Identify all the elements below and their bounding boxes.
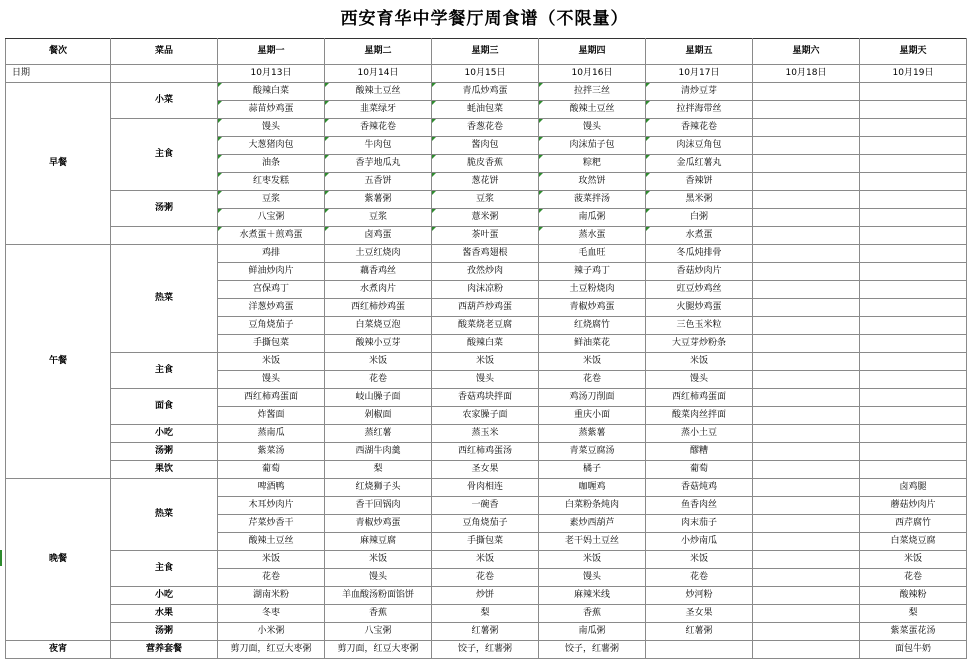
- dish-cell[interactable]: 香辣花卷: [325, 119, 432, 137]
- dish-cell[interactable]: 水煮肉片: [325, 281, 432, 299]
- menu-row: [6, 641, 967, 659]
- dish-cell[interactable]: 岐山臊子面: [325, 389, 432, 407]
- category-label-cell: 主食: [111, 119, 218, 191]
- dish-cell[interactable]: [860, 191, 967, 209]
- dish-cell[interactable]: [753, 335, 860, 353]
- dish-cell[interactable]: 洋葱炒鸡蛋: [218, 299, 325, 317]
- dish-cell[interactable]: 小炒南瓜: [646, 533, 753, 551]
- date-cell: 10月14日: [325, 65, 432, 83]
- dish-cell[interactable]: 白菜烧豆腐: [860, 533, 967, 551]
- dish-cell[interactable]: 豆浆: [432, 191, 539, 209]
- dish-cell[interactable]: 梨: [325, 461, 432, 479]
- dish-cell[interactable]: 水煮蛋＋煎鸡蛋: [218, 227, 325, 245]
- category-label-cell: 汤粥: [111, 623, 218, 641]
- dish-cell[interactable]: 鸡汤刀削面: [539, 389, 646, 407]
- dish-cell[interactable]: 金瓜红薯丸: [646, 155, 753, 173]
- dish-cell[interactable]: [753, 299, 860, 317]
- dish-cell[interactable]: 炒河粉: [646, 587, 753, 605]
- header-day-cell: 星期四: [539, 39, 646, 65]
- dish-cell[interactable]: 蒸红薯: [325, 425, 432, 443]
- dish-cell[interactable]: [860, 227, 967, 245]
- dish-cell[interactable]: 面包牛奶: [860, 641, 967, 659]
- dish-cell[interactable]: 饺子，红薯粥: [539, 641, 646, 659]
- dish-cell[interactable]: [860, 263, 967, 281]
- dish-cell[interactable]: 紫菜汤: [218, 443, 325, 461]
- dish-cell[interactable]: 馒头: [218, 371, 325, 389]
- dish-cell[interactable]: [860, 101, 967, 119]
- dish-cell[interactable]: 香菇炖鸡: [646, 479, 753, 497]
- dish-cell[interactable]: 三色玉米粒: [646, 317, 753, 335]
- category-label-cell: 水果: [111, 605, 218, 623]
- category-label-cell: 主食: [111, 353, 218, 389]
- dish-cell[interactable]: 青菜豆腐汤: [539, 443, 646, 461]
- dish-cell[interactable]: 香辣饼: [646, 173, 753, 191]
- dish-cell[interactable]: 白菜粉条炖肉: [539, 497, 646, 515]
- dish-cell[interactable]: 韭菜绿牙: [325, 101, 432, 119]
- dish-cell[interactable]: [860, 299, 967, 317]
- dish-cell[interactable]: 圣女果: [432, 461, 539, 479]
- dish-cell[interactable]: [753, 191, 860, 209]
- dish-cell[interactable]: [753, 281, 860, 299]
- dish-cell[interactable]: [753, 371, 860, 389]
- dish-cell[interactable]: [753, 605, 860, 623]
- row-selection-marker: [0, 550, 2, 566]
- dish-cell[interactable]: 葡萄: [646, 461, 753, 479]
- dish-cell[interactable]: [753, 101, 860, 119]
- dish-cell[interactable]: 豆浆: [325, 209, 432, 227]
- dish-cell[interactable]: 西芹腐竹: [860, 515, 967, 533]
- header-day-cell: 星期五: [646, 39, 753, 65]
- dish-cell[interactable]: 红薯粥: [432, 623, 539, 641]
- meal-label-cell: 晚餐: [6, 479, 111, 641]
- dish-cell[interactable]: 麻辣米线: [539, 587, 646, 605]
- page-title: 西安育华中学餐厅周食谱（不限量）: [340, 9, 629, 29]
- dish-cell[interactable]: 米饭: [325, 353, 432, 371]
- date-label-cell: 日期: [6, 65, 111, 83]
- dish-cell[interactable]: 油条: [218, 155, 325, 173]
- dish-cell[interactable]: [646, 641, 753, 659]
- dish-cell[interactable]: 蘑菇炒肉片: [860, 497, 967, 515]
- dish-cell[interactable]: 拉拌海带丝: [646, 101, 753, 119]
- dish-cell[interactable]: 酸辣土豆丝: [539, 101, 646, 119]
- dish-cell[interactable]: 葱花饼: [432, 173, 539, 191]
- menu-row: [6, 587, 967, 605]
- dish-cell[interactable]: [753, 425, 860, 443]
- dish-cell[interactable]: 香菇炒肉片: [646, 263, 753, 281]
- dish-cell[interactable]: 酸辣小豆芽: [325, 335, 432, 353]
- header-category-cell: 菜品: [111, 39, 218, 65]
- dish-cell[interactable]: [753, 317, 860, 335]
- dish-cell[interactable]: 牛肉包: [325, 137, 432, 155]
- header-day-cell: 星期六: [753, 39, 860, 65]
- dish-cell[interactable]: 米饭: [432, 551, 539, 569]
- dish-cell[interactable]: 花卷: [539, 371, 646, 389]
- dish-cell[interactable]: 米饭: [432, 353, 539, 371]
- dish-cell[interactable]: 鲜油菜花: [539, 335, 646, 353]
- dish-cell[interactable]: 香蕉: [325, 605, 432, 623]
- dish-cell[interactable]: 西湖牛肉羹: [325, 443, 432, 461]
- dish-cell[interactable]: 馒头: [646, 371, 753, 389]
- dish-cell[interactable]: 大葱猪肉包: [218, 137, 325, 155]
- dish-cell[interactable]: [753, 551, 860, 569]
- menu-row: [6, 353, 967, 371]
- dish-cell[interactable]: 毛血旺: [539, 245, 646, 263]
- dish-cell[interactable]: 鸡排: [218, 245, 325, 263]
- dish-cell[interactable]: 米饭: [539, 353, 646, 371]
- dish-cell[interactable]: 豆角烧茄子: [218, 317, 325, 335]
- dish-cell[interactable]: 炒饼: [432, 587, 539, 605]
- dish-cell[interactable]: [860, 461, 967, 479]
- menu-row: [6, 389, 967, 407]
- dish-cell[interactable]: 酸辣白菜: [432, 335, 539, 353]
- dish-cell[interactable]: 农家臊子面: [432, 407, 539, 425]
- category-label-cell: 小菜: [111, 83, 218, 119]
- dish-cell[interactable]: 豇豆炒鸡丝: [646, 281, 753, 299]
- dish-cell[interactable]: 冬瓜炖排骨: [646, 245, 753, 263]
- dish-cell[interactable]: 鲜油炒肉片: [218, 263, 325, 281]
- dish-cell[interactable]: 冬枣: [218, 605, 325, 623]
- empty-cell: [111, 65, 218, 83]
- dish-cell[interactable]: 卤鸡腿: [860, 479, 967, 497]
- dish-cell[interactable]: 啤酒鸭: [218, 479, 325, 497]
- dish-cell[interactable]: [753, 155, 860, 173]
- dish-cell[interactable]: 花卷: [860, 569, 967, 587]
- dish-cell[interactable]: 白菜烧豆泡: [325, 317, 432, 335]
- dish-cell[interactable]: [753, 173, 860, 191]
- dish-cell[interactable]: 鱼香肉丝: [646, 497, 753, 515]
- dish-cell[interactable]: 剪刀面，红豆大枣粥: [218, 641, 325, 659]
- dish-cell[interactable]: [753, 569, 860, 587]
- category-label-cell: 营养套餐: [111, 641, 218, 659]
- dish-cell[interactable]: 孜然炒肉: [432, 263, 539, 281]
- dish-cell[interactable]: 馒头: [325, 569, 432, 587]
- menu-row: [6, 551, 967, 569]
- dish-cell[interactable]: 炸酱面: [218, 407, 325, 425]
- date-cell: 10月18日: [753, 65, 860, 83]
- date-row: [6, 65, 967, 83]
- header-meal-cell: 餐次: [6, 39, 111, 65]
- dish-cell[interactable]: 南瓜粥: [539, 623, 646, 641]
- dish-cell[interactable]: 酱肉包: [432, 137, 539, 155]
- menu-row: [6, 461, 967, 479]
- dish-cell[interactable]: 香干回锅肉: [325, 497, 432, 515]
- category-label-cell: 热菜: [111, 245, 218, 353]
- menu-row: [6, 623, 967, 641]
- category-label-cell: 小吃: [111, 425, 218, 443]
- dish-cell[interactable]: 蒸水蛋: [539, 227, 646, 245]
- dish-cell[interactable]: 玫然饼: [539, 173, 646, 191]
- dish-cell[interactable]: 八宝粥: [218, 209, 325, 227]
- dish-cell[interactable]: [753, 119, 860, 137]
- dish-cell[interactable]: 酸辣白菜: [218, 83, 325, 101]
- dish-cell[interactable]: [860, 119, 967, 137]
- dish-cell[interactable]: 重庆小面: [539, 407, 646, 425]
- header-day-cell: 星期一: [218, 39, 325, 65]
- dish-cell[interactable]: [860, 371, 967, 389]
- dish-cell[interactable]: 米饭: [218, 551, 325, 569]
- dish-cell[interactable]: 酸菜烧老豆腐: [432, 317, 539, 335]
- dish-cell[interactable]: 红烧狮子头: [325, 479, 432, 497]
- category-label-cell: [111, 227, 218, 245]
- menu-row: [6, 479, 967, 497]
- header-row: [6, 39, 967, 65]
- dish-cell[interactable]: 菠菜拌汤: [539, 191, 646, 209]
- meal-label-cell: 夜宵: [6, 641, 111, 659]
- dish-cell[interactable]: 蒜苗炒鸡蛋: [218, 101, 325, 119]
- dish-cell[interactable]: [753, 245, 860, 263]
- header-day-cell: 星期二: [325, 39, 432, 65]
- category-label-cell: 汤粥: [111, 191, 218, 227]
- dish-cell[interactable]: 醪糟: [646, 443, 753, 461]
- dish-cell[interactable]: 木耳炒肉片: [218, 497, 325, 515]
- dish-cell[interactable]: [860, 443, 967, 461]
- dish-cell[interactable]: 茶叶蛋: [432, 227, 539, 245]
- menu-row: [6, 425, 967, 443]
- dish-cell[interactable]: 米饭: [646, 353, 753, 371]
- dish-cell[interactable]: [860, 137, 967, 155]
- dish-cell[interactable]: [860, 209, 967, 227]
- dish-cell[interactable]: 剁椒面: [325, 407, 432, 425]
- dish-cell[interactable]: 花卷: [218, 569, 325, 587]
- dish-cell[interactable]: 麻辣豆腐: [325, 533, 432, 551]
- dish-cell[interactable]: [753, 443, 860, 461]
- dish-cell[interactable]: 葡萄: [218, 461, 325, 479]
- dish-cell[interactable]: 圣女果: [646, 605, 753, 623]
- dish-cell[interactable]: 香辣花卷: [646, 119, 753, 137]
- dish-cell[interactable]: 花卷: [325, 371, 432, 389]
- dish-cell[interactable]: 小米粥: [218, 623, 325, 641]
- meal-label-cell: 午餐: [6, 245, 111, 479]
- dish-cell[interactable]: 米饭: [325, 551, 432, 569]
- dish-cell[interactable]: [753, 137, 860, 155]
- menu-row: [6, 605, 967, 623]
- dish-cell[interactable]: [753, 353, 860, 371]
- dish-cell[interactable]: 蚝油包菜: [432, 101, 539, 119]
- dish-cell[interactable]: 南瓜粥: [539, 209, 646, 227]
- dish-cell[interactable]: [860, 83, 967, 101]
- dish-cell[interactable]: [753, 533, 860, 551]
- category-label-cell: 汤粥: [111, 443, 218, 461]
- dish-cell[interactable]: 米饭: [646, 551, 753, 569]
- dish-cell[interactable]: 酸菜肉丝拌面: [646, 407, 753, 425]
- menu-row: [6, 443, 967, 461]
- dish-cell[interactable]: 手撕包菜: [432, 533, 539, 551]
- menu-table: [5, 38, 967, 659]
- menu-row: [6, 119, 967, 137]
- dish-cell[interactable]: 梨: [860, 605, 967, 623]
- dish-cell[interactable]: 豆角烧茄子: [432, 515, 539, 533]
- header-day-cell: 星期三: [432, 39, 539, 65]
- dish-cell[interactable]: 红烧腐竹: [539, 317, 646, 335]
- dish-cell[interactable]: 骨肉相连: [432, 479, 539, 497]
- menu-row: [6, 83, 967, 101]
- dish-cell[interactable]: 五香饼: [325, 173, 432, 191]
- dish-cell[interactable]: 香蕉: [539, 605, 646, 623]
- dish-cell[interactable]: 饺子，红薯粥: [432, 641, 539, 659]
- dish-cell[interactable]: 紫薯粥: [325, 191, 432, 209]
- dish-cell[interactable]: [753, 263, 860, 281]
- dish-cell[interactable]: 肉末茄子: [646, 515, 753, 533]
- dish-cell[interactable]: [753, 479, 860, 497]
- dish-cell[interactable]: 豆浆: [218, 191, 325, 209]
- category-label-cell: 果饮: [111, 461, 218, 479]
- dish-cell[interactable]: 红枣发糕: [218, 173, 325, 191]
- dish-cell[interactable]: [860, 245, 967, 263]
- dish-cell[interactable]: 肉沫豆角包: [646, 137, 753, 155]
- dish-cell[interactable]: [753, 227, 860, 245]
- date-cell: 10月17日: [646, 65, 753, 83]
- dish-cell[interactable]: 香芋地瓜丸: [325, 155, 432, 173]
- category-label-cell: 主食: [111, 551, 218, 587]
- meal-label-cell: 早餐: [6, 83, 111, 245]
- dish-cell[interactable]: 芹菜炒香干: [218, 515, 325, 533]
- dish-cell[interactable]: 羊血酸汤粉面馅饼: [325, 587, 432, 605]
- dish-cell[interactable]: 剪刀面，红豆大枣粥: [325, 641, 432, 659]
- dish-cell[interactable]: 酱香鸡翅根: [432, 245, 539, 263]
- dish-cell[interactable]: 老干妈土豆丝: [539, 533, 646, 551]
- dish-cell[interactable]: [753, 407, 860, 425]
- dish-cell[interactable]: 手撕包菜: [218, 335, 325, 353]
- date-cell: 10月19日: [860, 65, 967, 83]
- dish-cell[interactable]: 清炒豆芽: [646, 83, 753, 101]
- dish-cell[interactable]: 酸辣土豆丝: [325, 83, 432, 101]
- dish-cell[interactable]: 西红柿鸡蛋汤: [432, 443, 539, 461]
- dish-cell[interactable]: 白粥: [646, 209, 753, 227]
- dish-cell[interactable]: 拉拌三丝: [539, 83, 646, 101]
- dish-cell[interactable]: 酸辣土豆丝: [218, 533, 325, 551]
- dish-cell[interactable]: 香菇鸡块拌面: [432, 389, 539, 407]
- dish-cell[interactable]: 八宝粥: [325, 623, 432, 641]
- dish-cell[interactable]: [753, 515, 860, 533]
- dish-cell[interactable]: 咖喱鸡: [539, 479, 646, 497]
- dish-cell[interactable]: [860, 173, 967, 191]
- dish-cell[interactable]: [753, 389, 860, 407]
- dish-cell[interactable]: 西红柿鸡蛋面: [218, 389, 325, 407]
- category-label-cell: 热菜: [111, 479, 218, 551]
- dish-cell[interactable]: 火腿炒鸡蛋: [646, 299, 753, 317]
- dish-cell[interactable]: [753, 497, 860, 515]
- dish-cell[interactable]: 馒头: [218, 119, 325, 137]
- menu-row: [6, 191, 967, 209]
- dish-cell[interactable]: 大豆芽炒粉条: [646, 335, 753, 353]
- header-day-cell: 星期天: [860, 39, 967, 65]
- dish-cell[interactable]: [860, 425, 967, 443]
- dish-cell[interactable]: 宫保鸡丁: [218, 281, 325, 299]
- dish-cell[interactable]: 蒸小土豆: [646, 425, 753, 443]
- dish-cell[interactable]: 青瓜炒鸡蛋: [432, 83, 539, 101]
- dish-cell[interactable]: [753, 83, 860, 101]
- dish-cell[interactable]: 花卷: [432, 569, 539, 587]
- dish-cell[interactable]: [860, 389, 967, 407]
- dish-cell[interactable]: 薏米粥: [432, 209, 539, 227]
- dish-cell[interactable]: 花卷: [646, 569, 753, 587]
- dish-cell[interactable]: 西红柿炒鸡蛋: [325, 299, 432, 317]
- dish-cell[interactable]: 青椒炒鸡蛋: [325, 515, 432, 533]
- dish-cell[interactable]: [753, 641, 860, 659]
- dish-cell[interactable]: 米饭: [218, 353, 325, 371]
- dish-cell[interactable]: 水煮蛋: [646, 227, 753, 245]
- dish-cell[interactable]: 黑米粥: [646, 191, 753, 209]
- dish-cell[interactable]: 脆皮香蕉: [432, 155, 539, 173]
- dish-cell[interactable]: 馒头: [539, 569, 646, 587]
- dish-cell[interactable]: 西红柿鸡蛋面: [646, 389, 753, 407]
- dish-cell[interactable]: 橘子: [539, 461, 646, 479]
- dish-cell[interactable]: [753, 623, 860, 641]
- dish-cell[interactable]: 湖南米粉: [218, 587, 325, 605]
- category-label-cell: 小吃: [111, 587, 218, 605]
- dish-cell[interactable]: 红薯粥: [646, 623, 753, 641]
- dish-cell[interactable]: [860, 155, 967, 173]
- category-label-cell: 面食: [111, 389, 218, 425]
- dish-cell[interactable]: 梨: [432, 605, 539, 623]
- date-cell: 10月15日: [432, 65, 539, 83]
- dish-cell[interactable]: 藕香鸡丝: [325, 263, 432, 281]
- date-cell: 10月13日: [218, 65, 325, 83]
- menu-row: [6, 245, 967, 263]
- dish-cell[interactable]: 米饭: [539, 551, 646, 569]
- dish-cell[interactable]: [860, 317, 967, 335]
- date-cell: 10月16日: [539, 65, 646, 83]
- dish-cell[interactable]: 蒸紫薯: [539, 425, 646, 443]
- dish-cell[interactable]: 紫菜蛋花汤: [860, 623, 967, 641]
- dish-cell[interactable]: 卤鸡蛋: [325, 227, 432, 245]
- dish-cell[interactable]: 馒头: [539, 119, 646, 137]
- dish-cell[interactable]: 馒头: [432, 371, 539, 389]
- dish-cell[interactable]: [753, 587, 860, 605]
- dish-cell[interactable]: 蒸南瓜: [218, 425, 325, 443]
- dish-cell[interactable]: 土豆粉烧肉: [539, 281, 646, 299]
- dish-cell[interactable]: 粽粑: [539, 155, 646, 173]
- dish-cell[interactable]: [860, 335, 967, 353]
- dish-cell[interactable]: 素炒西葫芦: [539, 515, 646, 533]
- dish-cell[interactable]: 香葱花卷: [432, 119, 539, 137]
- dish-cell[interactable]: [860, 353, 967, 371]
- dish-cell[interactable]: 米饭: [860, 551, 967, 569]
- dish-cell[interactable]: 一碗香: [432, 497, 539, 515]
- dish-cell[interactable]: [860, 407, 967, 425]
- dish-cell[interactable]: 肉沫凉粉: [432, 281, 539, 299]
- dish-cell[interactable]: 西葫芦炒鸡蛋: [432, 299, 539, 317]
- menu-row: [6, 227, 967, 245]
- dish-cell[interactable]: 青椒炒鸡蛋: [539, 299, 646, 317]
- dish-cell[interactable]: 土豆红烧肉: [325, 245, 432, 263]
- dish-cell[interactable]: [753, 461, 860, 479]
- dish-cell[interactable]: 酸辣粉: [860, 587, 967, 605]
- dish-cell[interactable]: [860, 281, 967, 299]
- dish-cell[interactable]: [753, 209, 860, 227]
- dish-cell[interactable]: 肉沫茄子包: [539, 137, 646, 155]
- dish-cell[interactable]: 辣子鸡丁: [539, 263, 646, 281]
- dish-cell[interactable]: 蒸玉米: [432, 425, 539, 443]
